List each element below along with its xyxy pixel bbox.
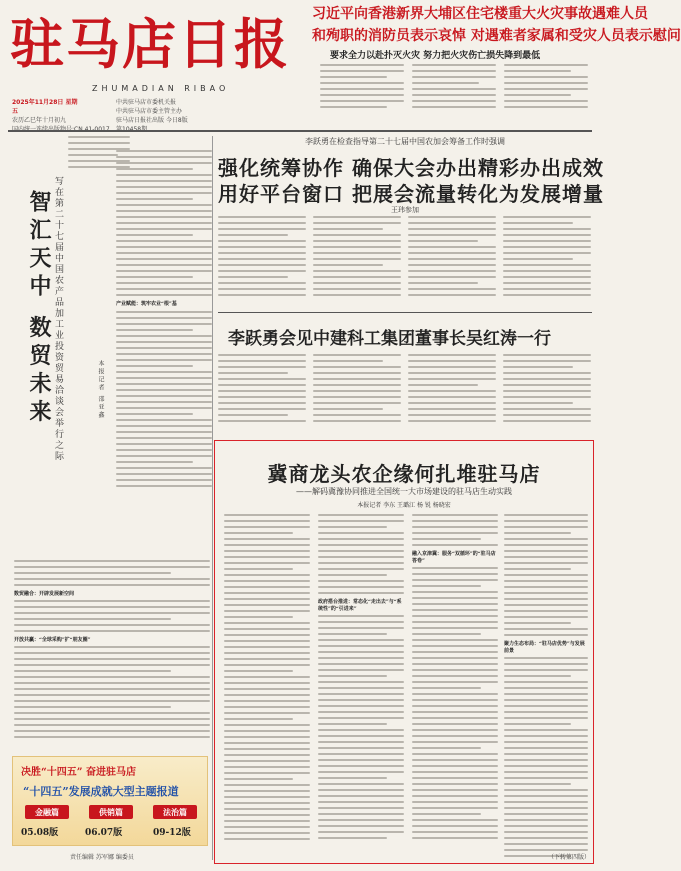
second-story-body <box>218 354 592 434</box>
sponsor-line: 中共驻马店市委主管主办 <box>116 108 183 115</box>
promo-button-law[interactable]: 法治篇 <box>153 805 197 819</box>
top-story-body <box>320 64 588 128</box>
promo-button-finance[interactable]: 金融篇 <box>25 805 69 819</box>
top-headline-line-1: 习近平向香港新界大埔区住宅楼重大火灾事故遇难人员 <box>312 6 648 22</box>
promo-page-1: 05.08版 <box>21 828 59 838</box>
feature-headline: 冀商龙头农企缘何扎堆驻马店 <box>267 462 541 486</box>
feature-column-2 <box>318 514 404 843</box>
promo-theme: “十四五”发展成就大型主题报道 <box>23 785 179 798</box>
feature-subtitle: ——解码冀豫协同推进全国统一大市场建设的驻马店生动实践 <box>296 487 512 496</box>
feature-mini-head-1: 政府搭台推进：常态化“走出去”与“系统性”的“引进来” <box>318 599 402 612</box>
top-subhead: 要求全力以赴扑灭火灾 努力把火灾伤亡损失降到最低 <box>330 51 541 61</box>
lunar-line: 农历乙巳年十月初九 <box>12 117 67 124</box>
left-feature-byline: 本报记者 邵亚鑫 <box>97 360 104 420</box>
promo-page-3: 09-12版 <box>153 828 191 838</box>
masthead-date-block <box>12 98 82 134</box>
left-feature-title: 智汇天中 数贸未来 <box>26 190 52 428</box>
left-mini-head-2: 数贸融合：开辟发展新空间 <box>14 591 75 597</box>
masthead-pinyin: ZHUMADIAN RIBAO <box>92 84 230 93</box>
left-lower-body <box>14 560 210 742</box>
promo-slogan: 决胜“十四五” 奋进驻马店 <box>21 767 136 778</box>
lead-byline: 王玮参加 <box>391 206 419 214</box>
left-feature-subtitle: 写在第二十七届中国农产品加工业投资贸易洽谈会举行之际 <box>53 176 63 462</box>
left-mini-head-3: 开放共赢：“全球采购”扩“朋友圈” <box>14 637 91 643</box>
masthead-publisher-block <box>116 98 286 134</box>
lead-rule <box>218 312 592 313</box>
date-line: 2025年11月28日 星期五 <box>12 99 78 115</box>
left-mini-head-1: 产业赋能：筑牢农业“根”基 <box>116 301 177 307</box>
second-headline: 李跃勇会见中建科工集团董事长吴红涛一行 <box>228 329 551 349</box>
feature-continue-note: （下转第四版） <box>548 854 591 861</box>
lead-headline-line-1: 强化统筹协作 确保大会办出精彩办出成效 <box>218 156 604 180</box>
publisher-line: 中共驻马店市委机关报 <box>116 99 177 106</box>
promo-button-supply[interactable]: 供销篇 <box>89 805 133 819</box>
promo-page-2: 06.07版 <box>85 828 123 838</box>
feature-mini-head-3: 聚力生态布局：“驻马店优势”与发展前景 <box>504 641 585 654</box>
lead-kicker: 李跃勇在检查指导第二十七届中国农加会筹备工作时强调 <box>305 137 505 146</box>
feature-column-3 <box>412 514 498 843</box>
lead-story-body <box>218 216 592 308</box>
promo-banner[interactable] <box>12 756 208 846</box>
issue-line: 驻马店日报社出版 今日8版 <box>116 117 188 124</box>
footer-editor-line: 责任编辑 苏军娜 编委员 <box>70 854 134 861</box>
masthead-rule <box>8 130 592 132</box>
left-column-body <box>116 150 212 491</box>
masthead-title: 驻马店日报 <box>10 12 290 76</box>
lead-headline-line-2: 用好平台窗口 把展会流量转化为发展增量 <box>218 182 604 206</box>
feature-byline: 本报记者 李东 王璐江 杨 锐 杨晓宏 <box>357 502 451 509</box>
feature-mini-head-2: 融入京津冀：服务“双循环”的“驻马店答卷” <box>412 551 496 564</box>
feature-column-1 <box>224 514 310 844</box>
top-headline-line-2: 和殉职的消防员表示哀悼 对遇难者家属和受灾人员表示慰问 <box>312 28 681 44</box>
feature-column-4 <box>504 514 591 861</box>
column-divider <box>212 136 213 860</box>
